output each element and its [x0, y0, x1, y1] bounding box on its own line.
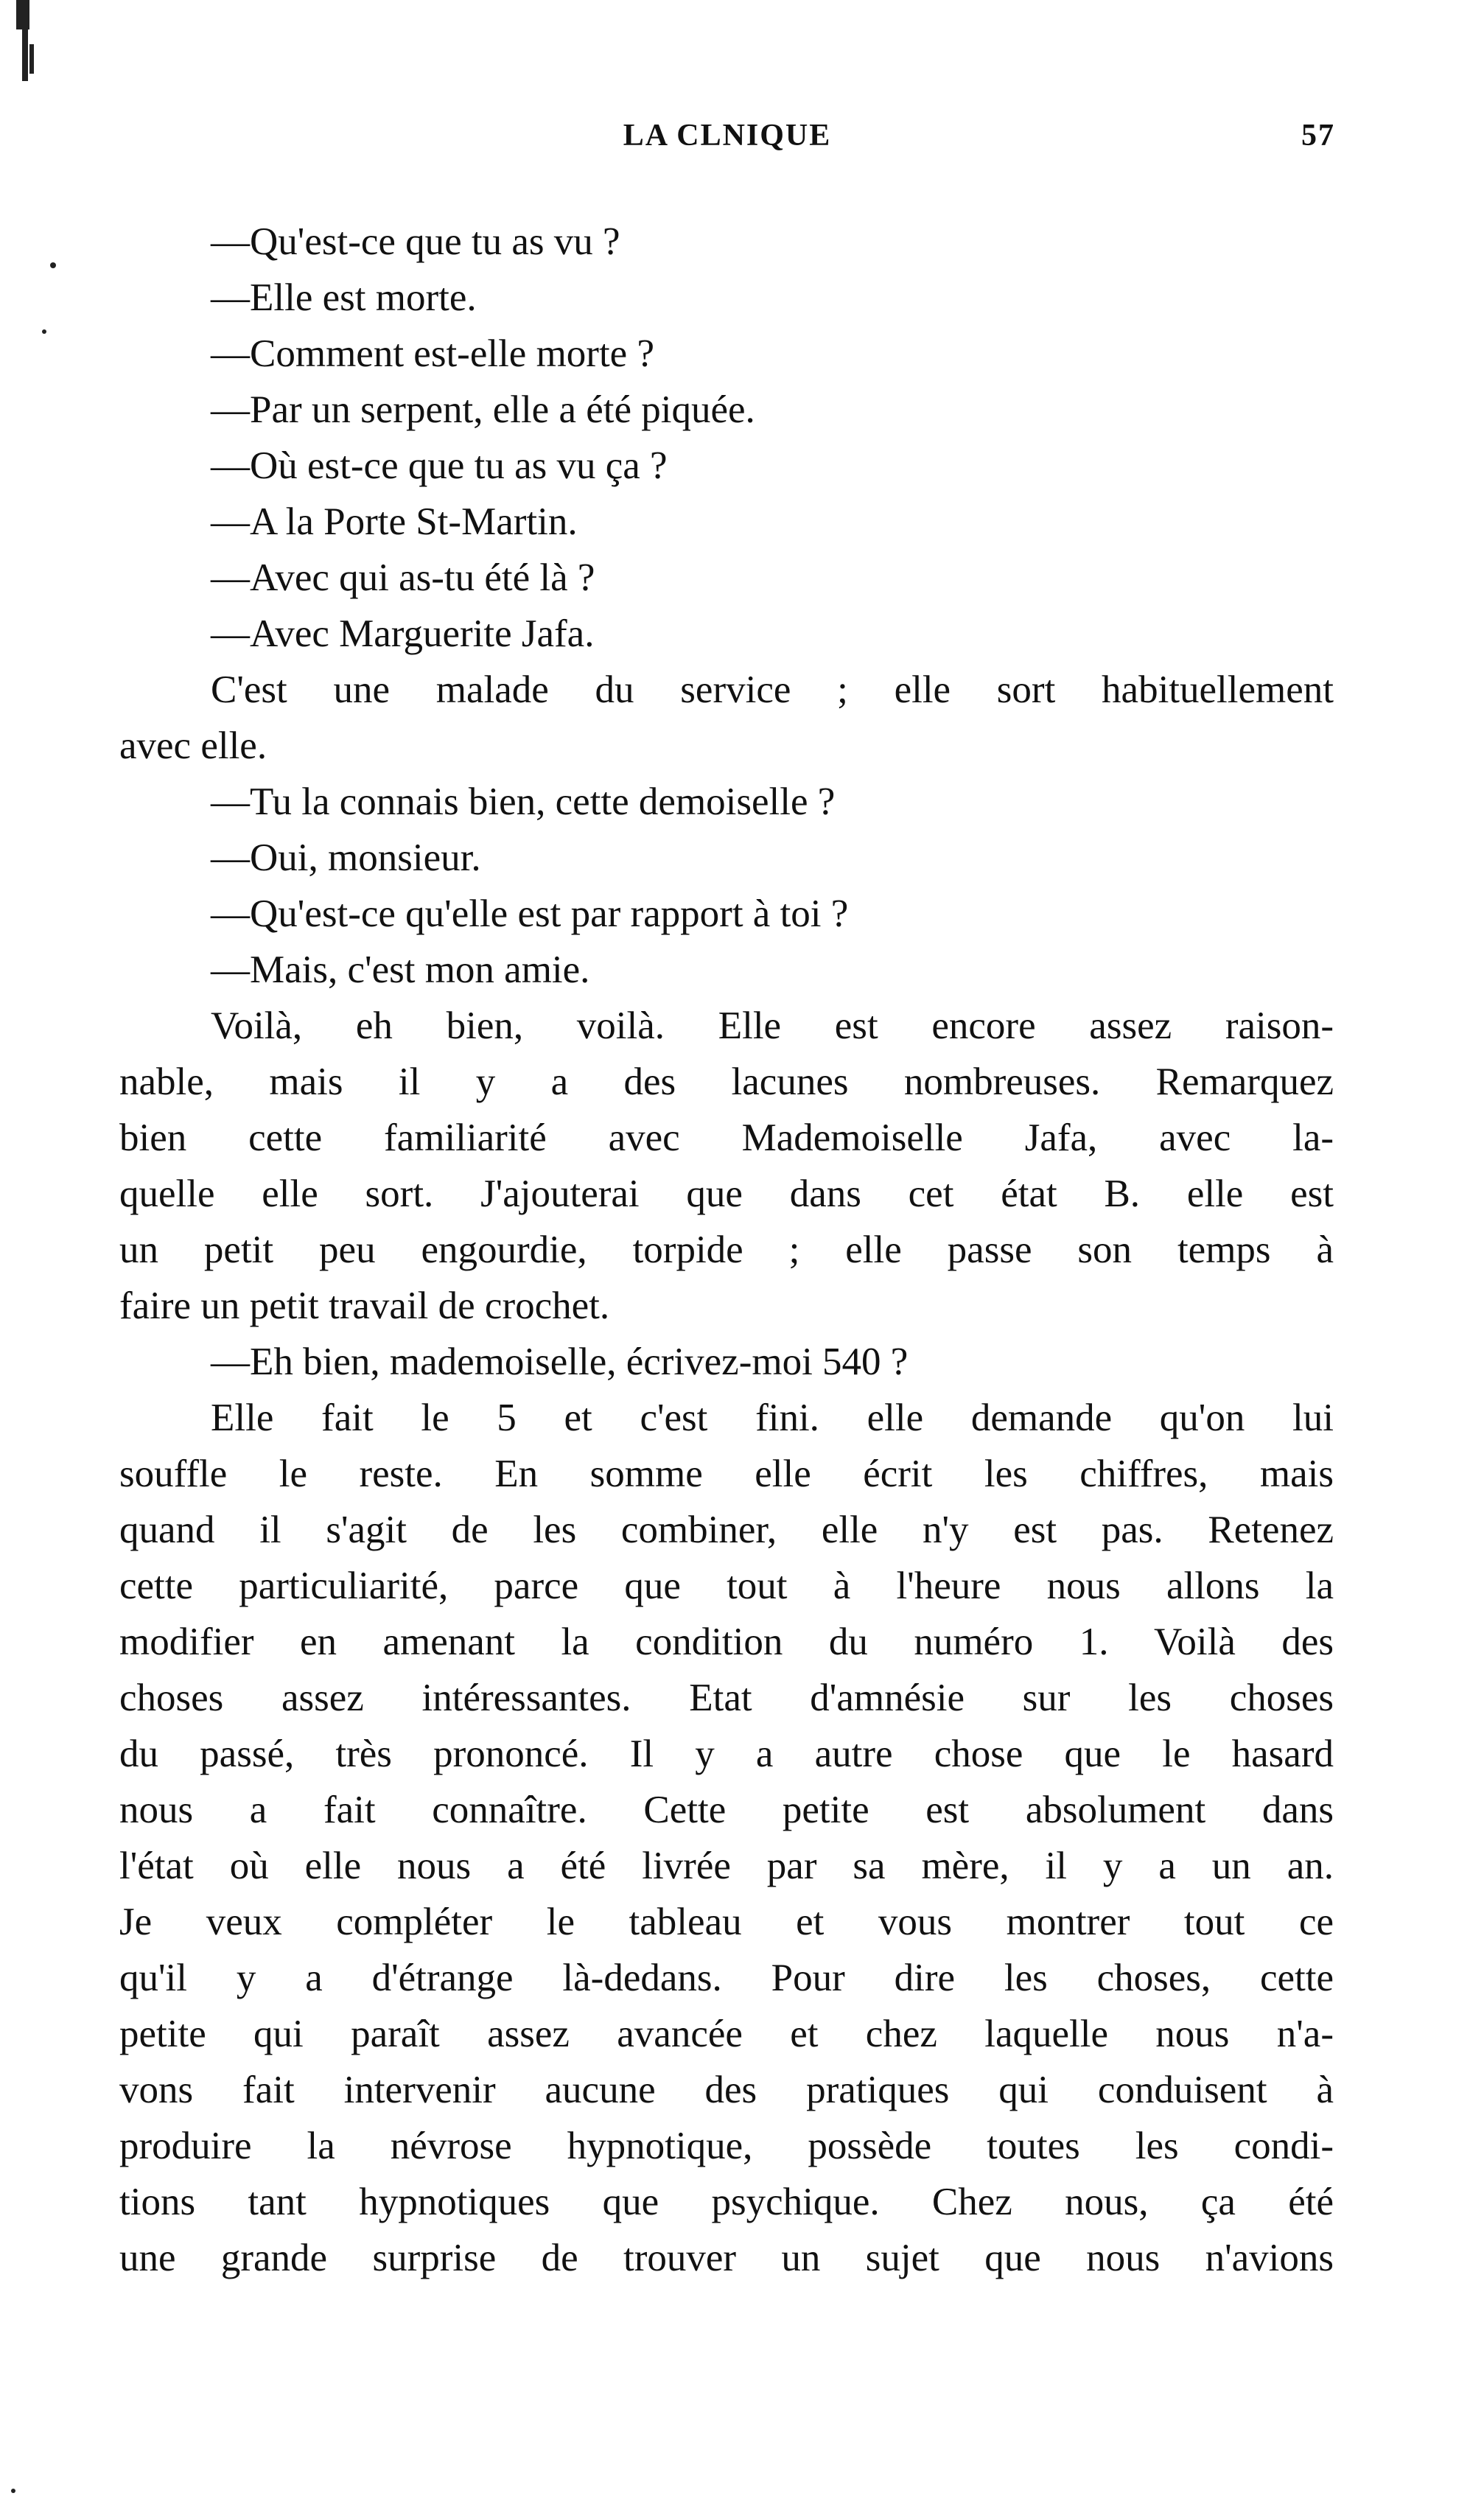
text-line: l'état où elle nous a été livrée par sa mère, il y a un an. — [119, 1845, 1334, 1887]
text-line: —Avec Marguerite Jafa. — [211, 612, 595, 655]
speck — [42, 329, 46, 334]
speck — [11, 2489, 15, 2493]
text-line: faire un petit travail de crochet. — [119, 1284, 610, 1327]
text-line: bien cette familiarité avec Mademoiselle Jafa, avec la- — [119, 1116, 1334, 1159]
text-line: produire la névrose hypnotique, possède toutes les condi- — [119, 2125, 1334, 2167]
text-line: une grande surprise de trouver un sujet que nous n'avions — [119, 2237, 1334, 2279]
text-line: Je veux compléter le tableau et vous montrer tout ce — [119, 1901, 1334, 1943]
text-line: tions tant hypnotiques que psychique. Chez nous, ça été — [119, 2181, 1334, 2223]
text-line: —Qu'est-ce qu'elle est par rapport à toi ? — [211, 892, 849, 935]
page-edge-specks — [0, 0, 88, 2510]
text-line: choses assez intéressantes. Etat d'amnésie sur les choses — [119, 1677, 1334, 1719]
text-line: —Oui, monsieur. — [211, 836, 481, 879]
text-line: avec elle. — [119, 724, 267, 767]
text-line: C'est une malade du service ; elle sort habituellement — [211, 668, 1334, 711]
text-line: —Où est-ce que tu as vu ça ? — [211, 444, 668, 487]
text-line: quelle elle sort. J'ajouterai que dans cet état B. elle est — [119, 1172, 1334, 1215]
text-line: —Qu'est-ce que tu as vu ? — [211, 220, 620, 263]
ink-blot — [22, 29, 28, 81]
text-line: Elle fait le 5 et c'est fini. elle demande qu'on lui — [211, 1396, 1334, 1439]
text-line: —Eh bien, mademoiselle, écrivez-moi 540 ? — [211, 1340, 909, 1383]
text-line: nous a fait connaître. Cette petite est absolument dans — [119, 1789, 1334, 1831]
ink-blot — [29, 44, 34, 74]
text-line: souffle le reste. En somme elle écrit les chiffres, mais — [119, 1452, 1334, 1495]
text-line: modifier en amenant la condition du numéro 1. Voilà des — [119, 1621, 1334, 1663]
text-line: —Avec qui as-tu été là ? — [211, 556, 595, 599]
text-line: —Tu la connais bien, cette demoiselle ? — [211, 780, 836, 823]
text-line: vons fait intervenir aucune des pratiques qui conduisent à — [119, 2069, 1334, 2111]
text-line: —Comment est-elle morte ? — [211, 332, 654, 375]
text-line: un petit peu engourdie, torpide ; elle passe son temps à — [119, 1228, 1334, 1271]
ink-blot — [16, 0, 29, 29]
speck — [50, 262, 56, 268]
text-line: petite qui paraît assez avancée et chez laquelle nous n'a- — [119, 2013, 1334, 2055]
body-text — [119, 214, 1334, 2286]
text-line: —Par un serpent, elle a été piquée. — [211, 388, 755, 431]
text-line: nable, mais il y a des lacunes nombreuses. Remarquez — [119, 1060, 1334, 1103]
running-title: LA CLNIQUE — [623, 119, 832, 153]
text-line: du passé, très prononcé. Il y a autre chose que le hasard — [119, 1733, 1334, 1775]
text-line: —Elle est morte. — [211, 276, 477, 319]
page-header — [119, 118, 1335, 162]
text-line: qu'il y a d'étrange là-dedans. Pour dire les choses, cette — [119, 1957, 1334, 1999]
text-line: —Mais, c'est mon amie. — [211, 948, 590, 991]
text-line: quand il s'agit de les combiner, elle n'y est pas. Retenez — [119, 1509, 1334, 1551]
text-line: —A la Porte St-Martin. — [211, 500, 578, 543]
text-line: cette particuliarité, parce que tout à l'heure nous allons la — [119, 1565, 1334, 1607]
text-line: Voilà, eh bien, voilà. Elle est encore assez raison- — [211, 1004, 1334, 1047]
page-number: 57 — [1301, 119, 1335, 153]
